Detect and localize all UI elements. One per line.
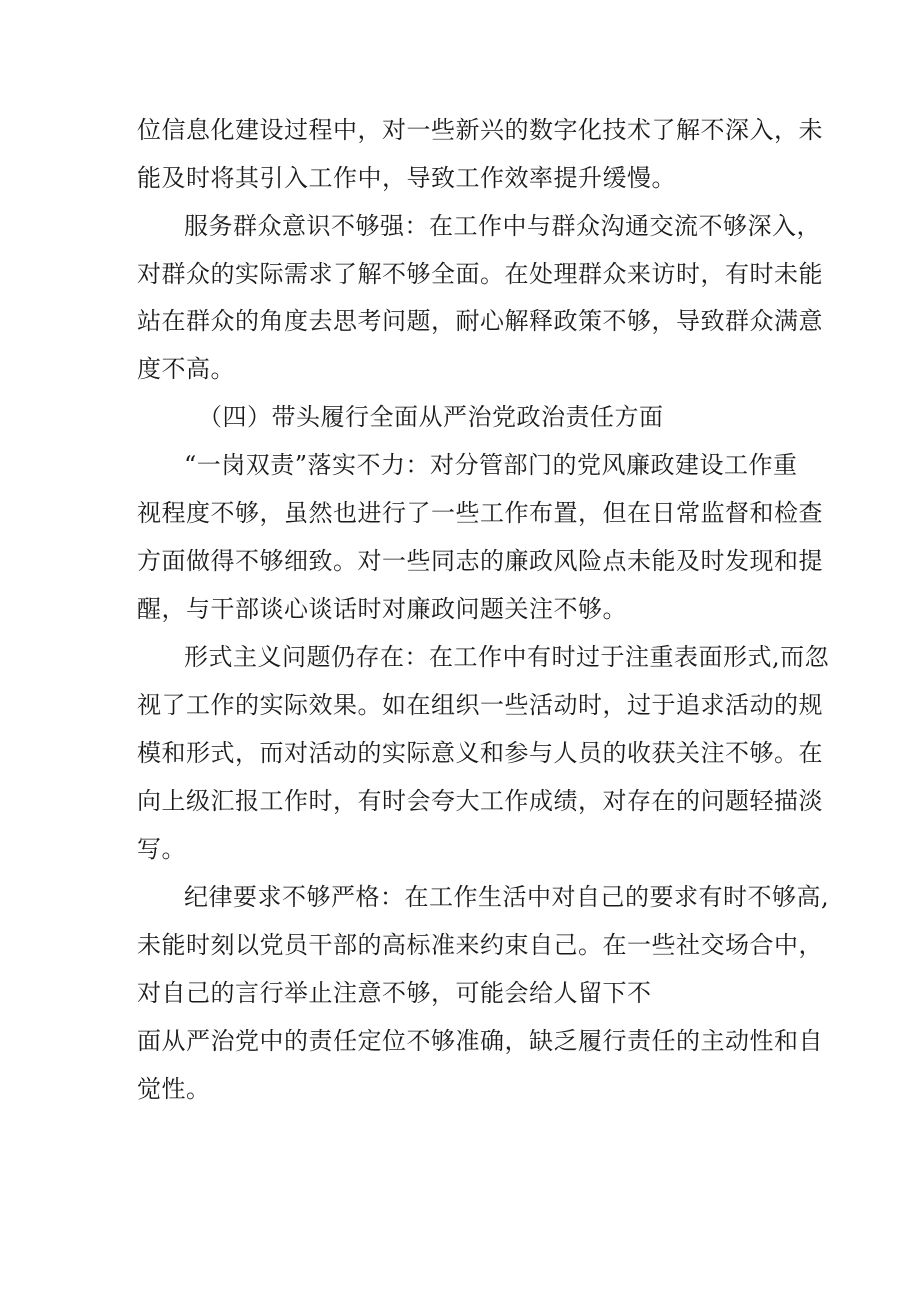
text-line: 位信息化建设过程中，对一些新兴的数字化技术了解不深入，未 <box>137 116 823 144</box>
text-line: 写。 <box>137 835 186 863</box>
text-line: 纪律要求不够严格：在工作生活中对自己的要求有时不够高, <box>184 883 830 911</box>
text-line: 能及时将其引入工作中，导致工作效率提升缓慢。 <box>137 164 676 192</box>
text-line: 视程度不够，虽然也进行了一些工作布置，但在日常监督和检查 <box>137 499 823 527</box>
section-heading: （四）带头履行全面从严治党政治责任方面 <box>198 403 664 431</box>
text-line: 视了工作的实际效果。如在组织一些活动时，过于追求活动的规 <box>137 691 823 719</box>
text-line: 模和形式，而对活动的实际意义和参与人员的收获关注不够。在 <box>137 739 823 767</box>
text-line: 站在群众的角度去思考问题，耐心解释政策不够，导致群众满意 <box>137 307 823 335</box>
text-line: 醒，与干部谈心谈话时对廉政问题关注不够。 <box>137 595 627 623</box>
text-line: 面从严治党中的责任定位不够准确，缺乏履行责任的主动性和自 <box>137 1027 823 1055</box>
text-line: 对群众的实际需求了解不够全面。在处理群众来访时，有时未能 <box>137 260 823 288</box>
text-line: 度不高。 <box>137 355 235 383</box>
text-line: “一岗双责”落实不力：对分管部门的党风廉政建设工作重 <box>184 451 798 479</box>
text-line: 未能时刻以党员干部的高标准来约束自己。在一些社交场合中， <box>137 931 823 959</box>
text-line: 向上级汇报工作时，有时会夸大工作成绩，对存在的问题轻描淡 <box>137 787 823 815</box>
text-line: 觉性。 <box>137 1075 211 1103</box>
text-line: 服务群众意识不够强：在工作中与群众沟通交流不够深入， <box>184 212 821 240</box>
text-line: 方面做得不够细致。对一些同志的廉政风险点未能及时发现和提 <box>137 547 823 575</box>
text-line: 对自己的言行举止注意不够，可能会给人留下不 <box>137 979 652 1007</box>
text-line: 形式主义问题仍存在：在工作中有时过于注重表面形式,而忽 <box>184 643 830 671</box>
